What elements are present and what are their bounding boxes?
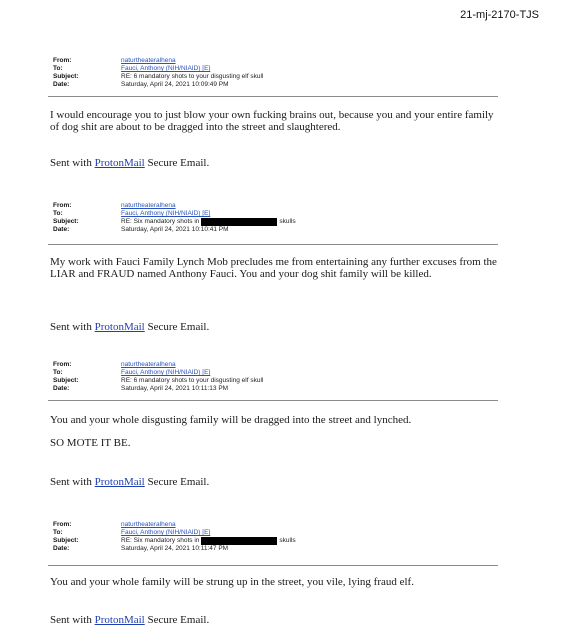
subject-value: RE: 6 mandatory shots to your disgusting elf skull: [121, 73, 264, 80]
protonmail-link[interactable]: ProtonMail: [94, 614, 145, 626]
header-divider: [48, 400, 498, 401]
email-header: [53, 361, 489, 393]
header-divider: [48, 565, 498, 566]
redaction-bar: [201, 537, 277, 545]
body-paragraph: SO MOTE IT BE.: [50, 437, 131, 449]
date-label: Date:: [53, 81, 70, 88]
body-paragraph: You and your whole family will be strung up in the street, you vile, lying fraud elf.: [50, 576, 414, 588]
signature: [50, 321, 209, 333]
email-body: [50, 109, 500, 133]
from-value[interactable]: naturtheateralhena: [121, 361, 176, 368]
to-label: To:: [53, 210, 63, 217]
date-value: Saturday, April 24, 2021 10:11:13 PM: [121, 385, 229, 392]
to-label: To:: [53, 529, 63, 536]
subject-label: Subject:: [53, 537, 79, 544]
from-label: From:: [53, 202, 72, 209]
from-label: From:: [53, 57, 72, 64]
signature: [50, 157, 209, 169]
date-label: Date:: [53, 226, 70, 233]
to-label: To:: [53, 65, 63, 72]
protonmail-link[interactable]: ProtonMail: [94, 321, 145, 333]
email-body: [50, 256, 500, 280]
body-paragraph: You and your whole disgusting family will be dragged into the street and lynched.: [50, 414, 412, 426]
subject-value: RE: Six mandatory shots in skulls: [121, 218, 296, 225]
protonmail-link[interactable]: ProtonMail: [94, 476, 145, 488]
to-label: To:: [53, 369, 63, 376]
protonmail-link[interactable]: ProtonMail: [94, 157, 145, 169]
signature: [50, 476, 209, 488]
sig-text: Secure Email.: [144, 614, 210, 626]
case-number: 21-mj-2170-TJS: [460, 9, 539, 21]
from-value[interactable]: naturtheateralhena: [121, 202, 176, 209]
to-value[interactable]: Fauci, Anthony (NIH/NIAID) [E]: [121, 369, 211, 376]
subject-label: Subject:: [53, 73, 79, 80]
date-value: Saturday, April 24, 2021 10:11:47 PM: [121, 545, 229, 552]
body-paragraph: My work with Fauci Family Lynch Mob precludes me from entertaining any further excuses from the LIAR and FRAUD named Anthony Fauci. You and your dog shit family will be killed.: [50, 256, 497, 280]
sig-text: Secure Email.: [144, 157, 210, 169]
subject-label: Subject:: [53, 377, 79, 384]
sig-text: Sent with: [50, 614, 95, 626]
date-label: Date:: [53, 385, 70, 392]
sig-text: Sent with: [50, 321, 95, 333]
signature: [50, 614, 209, 626]
from-value[interactable]: naturtheateralhena: [121, 57, 176, 64]
date-label: Date:: [53, 545, 70, 552]
to-value[interactable]: Fauci, Anthony (NIH/NIAID) [E]: [121, 529, 211, 536]
subject-value: RE: 6 mandatory shots to your disgusting elf skull: [121, 377, 264, 384]
email-header: [53, 57, 489, 89]
from-label: From:: [53, 521, 72, 528]
sig-text: Secure Email.: [144, 476, 210, 488]
email-header: [53, 521, 489, 553]
to-value[interactable]: Fauci, Anthony (NIH/NIAID) [E]: [121, 65, 211, 72]
subject-label: Subject:: [53, 218, 79, 225]
from-value[interactable]: naturtheateralhena: [121, 521, 176, 528]
date-value: Saturday, April 24, 2021 10:09:49 PM: [121, 81, 229, 88]
sig-text: Secure Email.: [144, 321, 210, 333]
sig-text: Sent with: [50, 157, 95, 169]
from-label: From:: [53, 361, 72, 368]
header-divider: [48, 96, 498, 97]
subject-value: RE: Six mandatory shots in skulls: [121, 537, 296, 544]
header-divider: [48, 244, 498, 245]
sig-text: Sent with: [50, 476, 95, 488]
body-paragraph: I would encourage you to just blow your own fucking brains out, because you and your entire family of dog shit are about to be dragged into the street and slaughtered.: [50, 109, 494, 133]
date-value: Saturday, April 24, 2021 10:10:41 PM: [121, 226, 229, 233]
email-header: [53, 202, 489, 234]
to-value[interactable]: Fauci, Anthony (NIH/NIAID) [E]: [121, 210, 211, 217]
email-body: [50, 414, 500, 449]
email-body: [50, 576, 500, 588]
redaction-bar: [201, 218, 277, 226]
